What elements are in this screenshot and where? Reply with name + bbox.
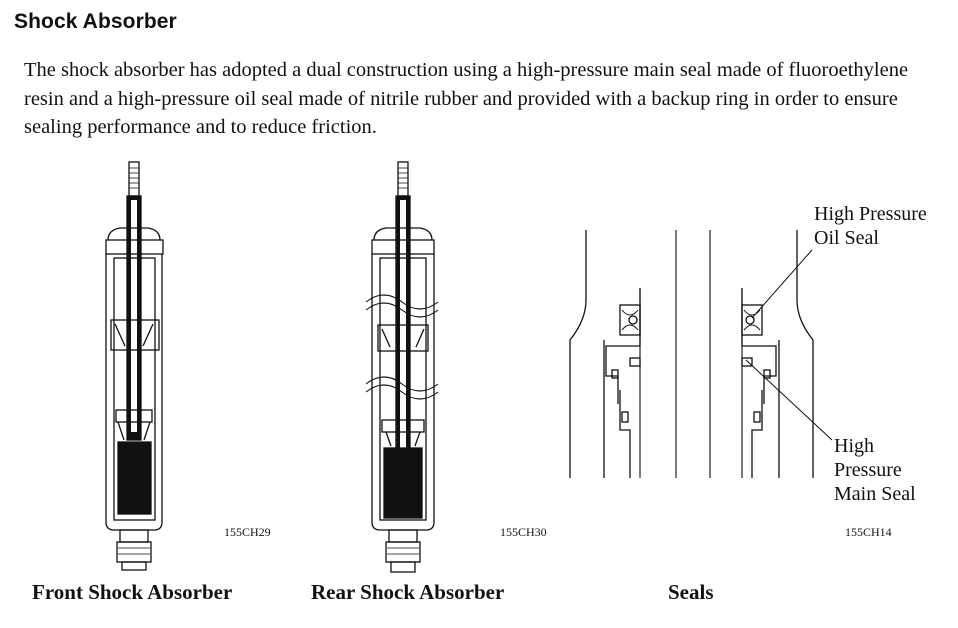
front-caption: Front Shock Absorber <box>32 580 233 604</box>
rear-caption: Rear Shock Absorber <box>311 580 505 604</box>
rear-figure-code: 155CH30 <box>500 525 547 539</box>
seals-detail-drawing <box>570 230 832 478</box>
main-seal-callout-line2: Pressure <box>834 459 902 481</box>
main-seal-callout-line1: High <box>834 435 874 457</box>
front-figure-code: 155CH29 <box>224 525 271 539</box>
main-seal-callout-line3: Main Seal <box>834 483 916 505</box>
seals-caption: Seals <box>668 580 714 604</box>
oil-seal-callout-line1: High Pressure <box>814 203 927 225</box>
main-seal-callout <box>834 434 916 506</box>
description-paragraph: The shock absorber has adopted a dual construction using a high-pressure main seal made of fluoroethylene resin and a high-pressure oil seal made of nitrile rubber and provided with a backup ring in order to ensure sealing performance and to reduce friction. <box>24 59 909 138</box>
seals-figure-code: 155CH14 <box>845 525 892 539</box>
oil-seal-callout-line2: Oil Seal <box>814 227 879 249</box>
front-shock-absorber-drawing <box>106 162 163 570</box>
oil-seal-callout <box>814 202 927 250</box>
rear-shock-absorber-drawing <box>366 162 438 572</box>
section-heading: Shock Absorber <box>14 10 177 33</box>
